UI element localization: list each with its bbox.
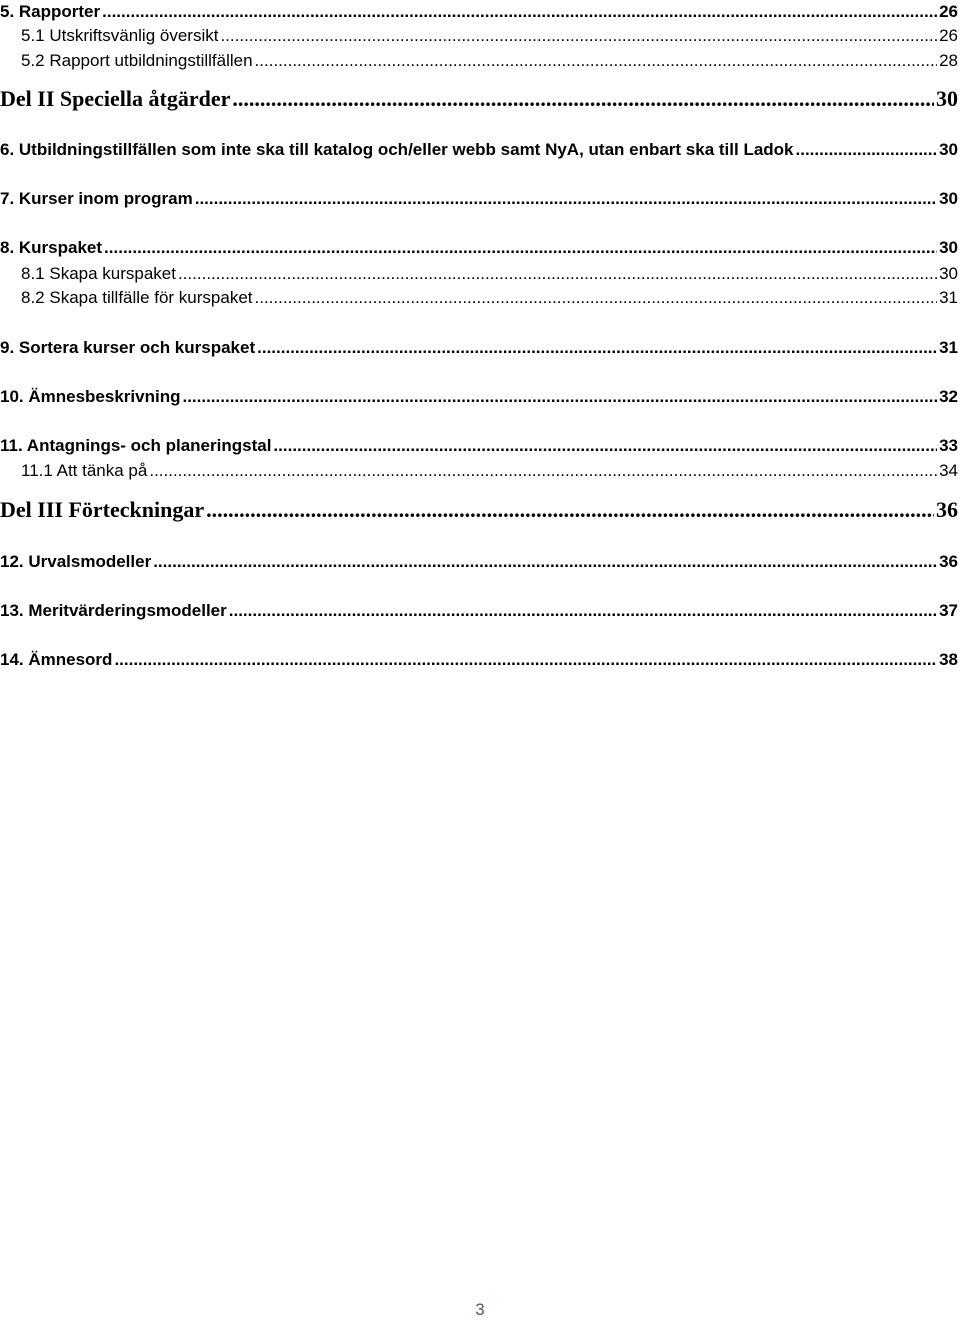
toc-dot-leader: [153, 553, 937, 570]
toc-entry-title: 14. Ämnesord: [0, 650, 113, 669]
toc-entry-title: 6. Utbildningstillfällen som inte ska till katalog och/eller webb samt NyA, utan enbart ska till Ladok: [0, 140, 794, 159]
toc-dot-leader: [255, 289, 938, 306]
toc-entry-page: 26: [939, 2, 958, 21]
toc-entry[interactable]: [0, 648, 960, 668]
toc-entry-title: 13. Meritvärderingsmodeller: [0, 601, 227, 620]
toc-entry-page: 30: [939, 264, 958, 283]
toc-dot-leader: [149, 462, 937, 479]
toc-entry-title: 11.1 Att tänka på: [21, 461, 148, 480]
toc-entry-title: 8.1 Skapa kurspaket: [21, 264, 176, 283]
toc-entry-title: 5. Rapporter: [0, 2, 101, 21]
toc-entry[interactable]: [0, 84, 960, 110]
toc-entry-page: 30: [939, 238, 958, 257]
toc-dot-leader: [178, 265, 937, 282]
toc-entry[interactable]: [0, 336, 960, 356]
toc-entry-page: 30: [939, 189, 958, 208]
toc-entry-page: 34: [939, 461, 958, 480]
toc-dot-leader: [796, 141, 938, 158]
toc-entry[interactable]: [0, 262, 960, 282]
toc-entry[interactable]: [0, 550, 960, 570]
toc-entry[interactable]: [0, 138, 960, 158]
toc-dot-leader: [257, 339, 937, 356]
toc-entry-title: 5.1 Utskriftsvänlig översikt: [21, 26, 219, 45]
toc-entry[interactable]: [0, 599, 960, 619]
toc-entry-page: 30: [936, 86, 958, 111]
toc-entry-title: 5.2 Rapport utbildningstillfällen: [21, 51, 253, 70]
toc-entry-page: 38: [939, 650, 958, 669]
toc-entry[interactable]: [0, 24, 960, 44]
toc-entry[interactable]: [0, 0, 960, 20]
toc-entry-title: 11. Antagnings- och planeringstal: [0, 436, 272, 455]
toc-entry-page: 28: [939, 51, 958, 70]
toc-entry[interactable]: [0, 459, 960, 479]
toc-entry[interactable]: [0, 385, 960, 405]
toc-dot-leader: [102, 3, 937, 20]
toc-entry-title: Del III Förteckningar: [0, 497, 205, 522]
toc-entry[interactable]: [0, 495, 960, 521]
toc-entry[interactable]: [0, 49, 960, 69]
toc-entry-page: 31: [939, 338, 958, 357]
toc-entry[interactable]: [0, 286, 960, 306]
toc-entry-page: 30: [939, 140, 958, 159]
toc-entry-page: 31: [939, 288, 958, 307]
toc-entry[interactable]: [0, 434, 960, 454]
toc-dot-leader: [232, 88, 934, 110]
toc-entry[interactable]: [0, 187, 960, 207]
toc-dot-leader: [182, 388, 937, 405]
toc-entry-page: 37: [939, 601, 958, 620]
toc-entry[interactable]: [0, 236, 960, 256]
toc-dot-leader: [195, 190, 937, 207]
toc-entry-title: 10. Ämnesbeskrivning: [0, 387, 181, 406]
toc-entry-title: 8. Kurspaket: [0, 238, 103, 257]
toc-dot-leader: [220, 27, 937, 44]
toc-dot-leader: [229, 602, 937, 619]
toc-entry-title: 7. Kurser inom program: [0, 189, 193, 208]
toc-entry-page: 26: [939, 26, 958, 45]
toc-entry-page: 36: [936, 497, 958, 522]
toc-dot-leader: [255, 52, 938, 69]
toc-dot-leader: [114, 651, 937, 668]
toc-dot-leader: [206, 499, 934, 521]
toc-dot-leader: [104, 239, 937, 256]
toc-entry-page: 36: [939, 552, 958, 571]
toc-dot-leader: [273, 437, 937, 454]
toc-entry-title: 9. Sortera kurser och kurspaket: [0, 338, 256, 357]
toc-entry-title: 12. Urvalsmodeller: [0, 552, 152, 571]
toc-entry-page: 32: [939, 387, 958, 406]
toc-entry-page: 33: [939, 436, 958, 455]
toc-entry-title: Del II Speciella åtgärder: [0, 86, 231, 111]
toc-entry-title: 8.2 Skapa tillfälle för kurspaket: [21, 288, 253, 307]
page-number: 3: [475, 1300, 485, 1319]
